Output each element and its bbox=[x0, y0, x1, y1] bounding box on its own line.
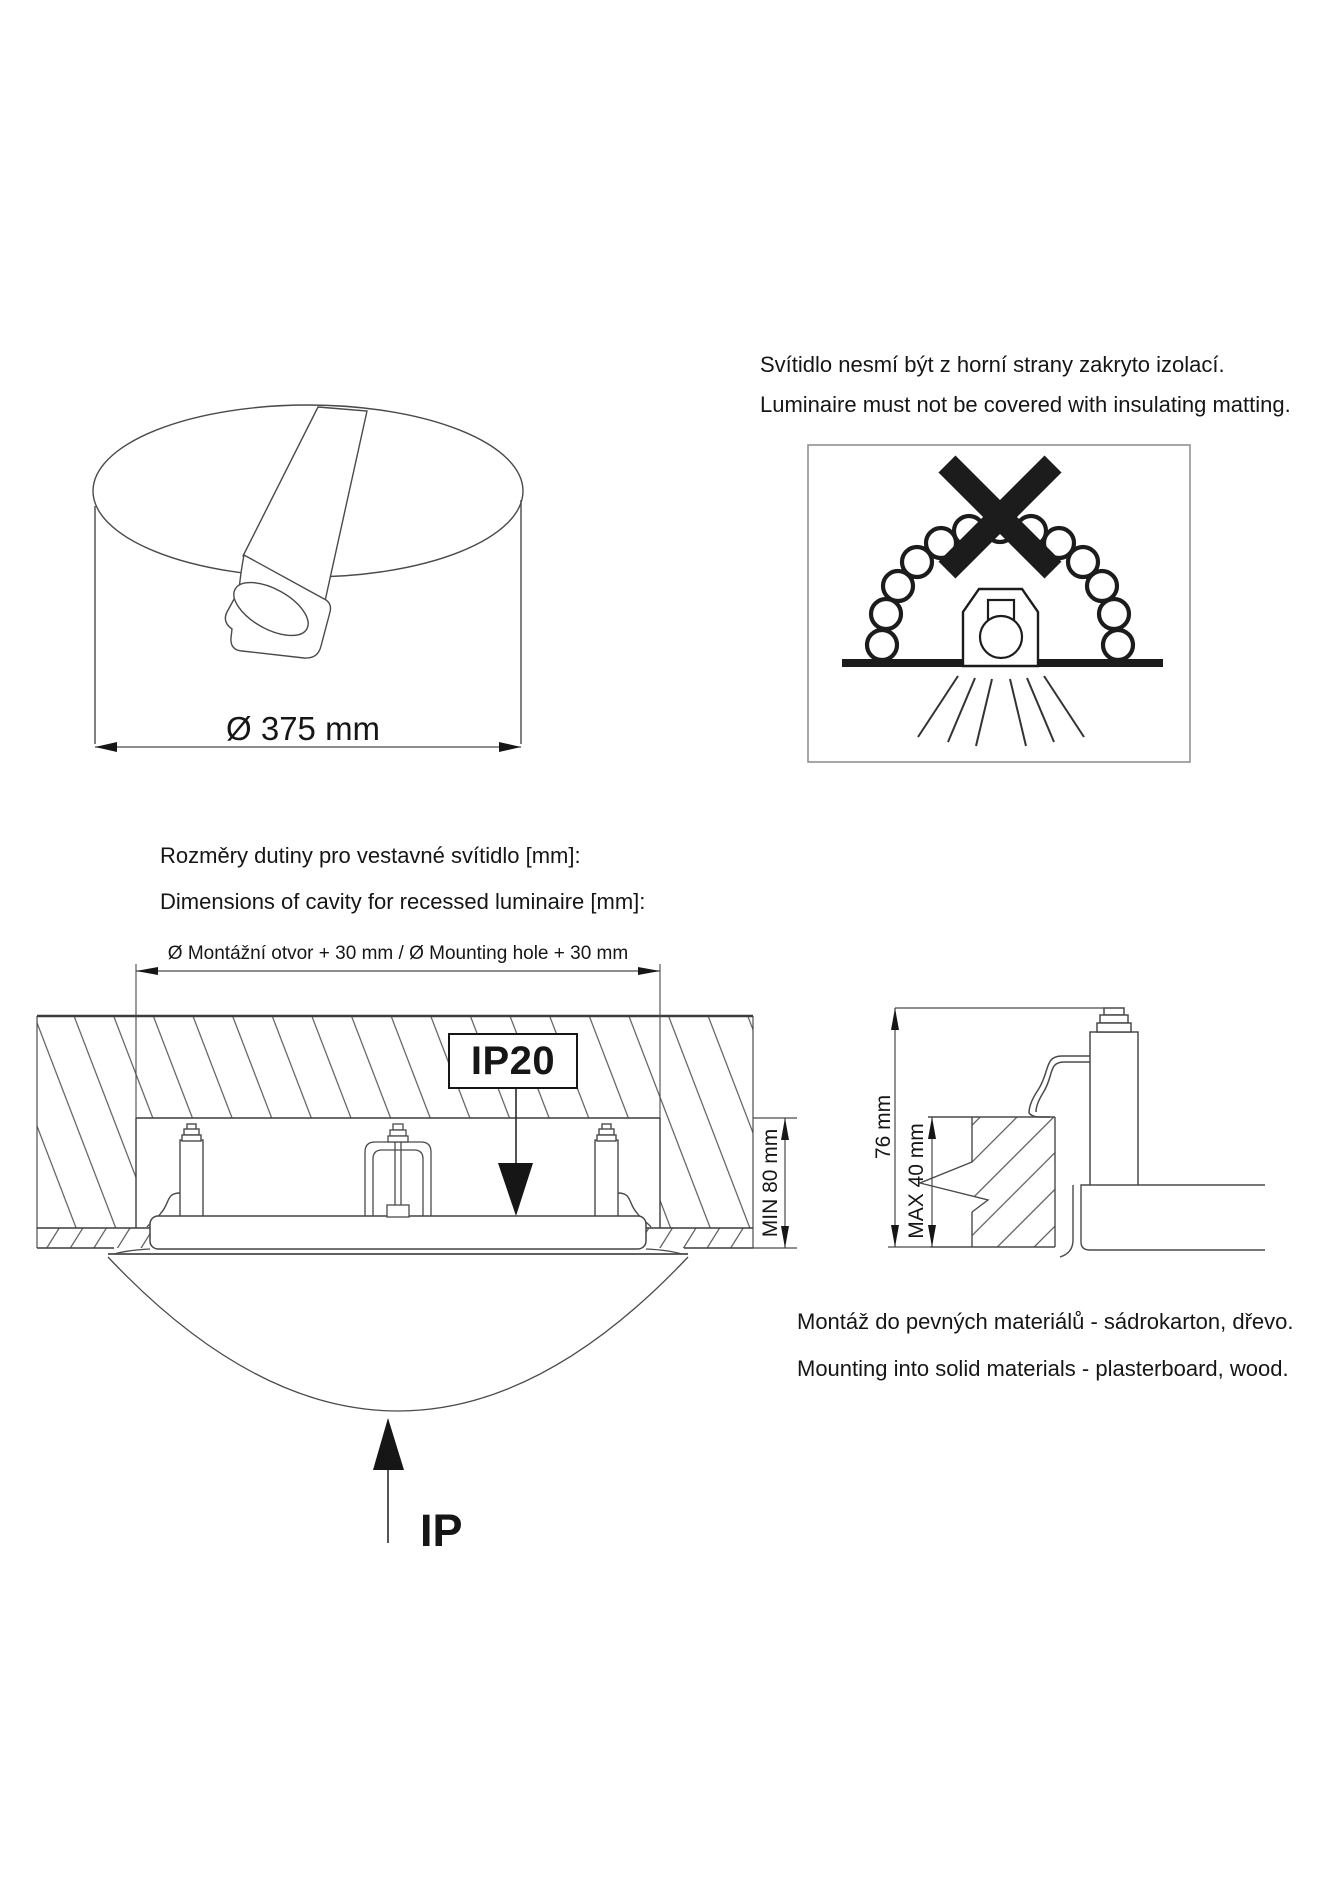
ip-label: IP bbox=[420, 1505, 463, 1556]
ceiling-bar-left bbox=[842, 659, 963, 667]
hand-saw-icon bbox=[225, 407, 367, 658]
plasterboard-right bbox=[642, 1228, 753, 1248]
insulation-note-en: Luminaire must not be covered with insulating matting. bbox=[760, 392, 1291, 417]
min-depth-label: MIN 80 mm bbox=[758, 1128, 782, 1238]
center-adjust-bracket bbox=[365, 1124, 431, 1217]
mounting-note-cs: Montáž do pevných materiálů - sádrokarton, dřevo. bbox=[797, 1309, 1294, 1334]
mounting-detail-drawing bbox=[888, 1008, 1265, 1257]
mounting-note-en: Mounting into solid materials - plasterboard, wood. bbox=[797, 1356, 1289, 1381]
luminaire-base-plate bbox=[150, 1216, 646, 1249]
max-thickness-label: MAX 40 mm bbox=[904, 1123, 928, 1239]
dome-diffuser bbox=[108, 1249, 688, 1411]
total-height-label: 76 mm bbox=[871, 1094, 895, 1160]
cavity-cross-section-drawing bbox=[37, 964, 797, 1543]
mounting-hole-dimension-label: Ø Montážní otvor + 30 mm / Ø Mounting hole + 30 mm bbox=[167, 943, 629, 964]
ceiling-bar-right bbox=[1038, 659, 1163, 667]
up-arrow-icon bbox=[373, 1418, 404, 1543]
wood-block-hatch bbox=[972, 1117, 1055, 1247]
ip20-badge: IP20 bbox=[448, 1033, 578, 1089]
insulation-note-cs: Svítidlo nesmí být z horní strany zakryto izolací. bbox=[760, 352, 1225, 377]
cavity-note-cs: Rozměry dutiny pro vestavné svítidlo [mm]: bbox=[160, 843, 581, 868]
spring-clamp-right bbox=[595, 1124, 651, 1227]
cavity-note-en: Dimensions of cavity for recessed luminaire [mm]: bbox=[160, 889, 646, 914]
no-insulation-warning-icon bbox=[808, 445, 1190, 762]
cutout-hole-drawing bbox=[93, 405, 523, 752]
adjuster-block bbox=[387, 1205, 409, 1217]
plasterboard-left bbox=[37, 1228, 158, 1248]
spring-clamp-left bbox=[147, 1124, 203, 1227]
hole-diameter-label: Ø 375 mm bbox=[226, 710, 381, 747]
luminaire-base-detail bbox=[1060, 1185, 1265, 1257]
